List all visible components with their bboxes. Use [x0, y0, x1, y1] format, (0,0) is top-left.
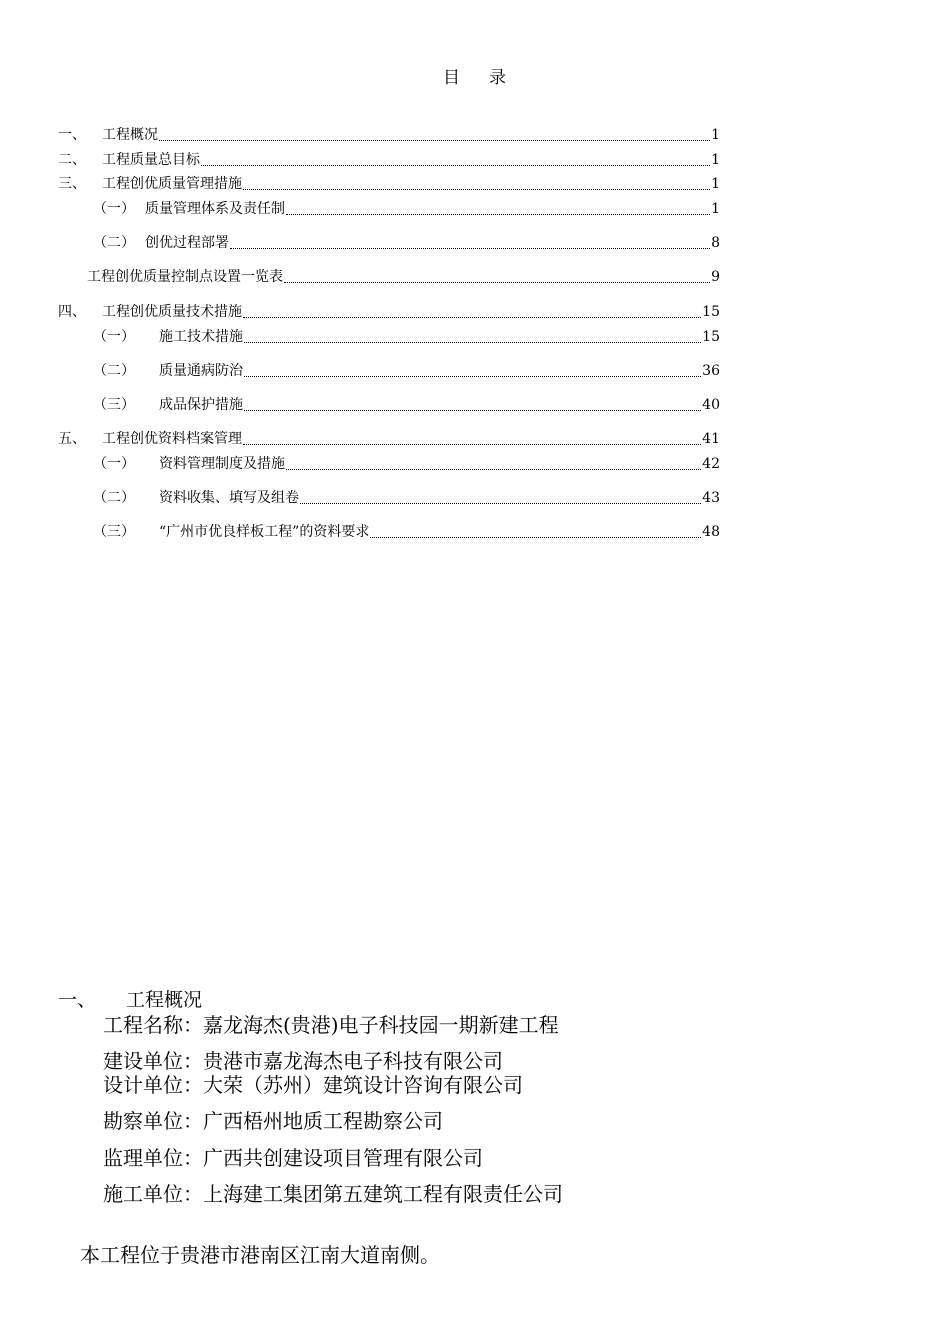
toc-leader-dots [244, 396, 701, 411]
construction-unit-line: 施工单位：上海建工集团第五建筑工程有限责任公司 [103, 1182, 563, 1206]
toc-entry-title: 工程创优资料档案管理 [102, 431, 242, 447]
toc-entry-title: 质量通病防治 [159, 363, 243, 379]
toc-entry-title: “广州市优良样板工程”的资料要求 [159, 524, 370, 540]
toc-entry-page: 1 [711, 127, 720, 143]
toc-leader-dots [243, 303, 701, 318]
section-heading-number: 一、 [58, 989, 97, 1011]
toc-entry-page: 15 [702, 304, 720, 320]
toc-entry-page: 43 [702, 490, 720, 506]
toc-entry-title: 成品保护措施 [159, 397, 243, 413]
toc-entry[interactable] [58, 126, 720, 144]
survey-unit-line: 勘察单位：广西梧州地质工程勘察公司 [103, 1109, 443, 1133]
toc-entry-number: （一） [93, 329, 135, 345]
toc-entry[interactable] [93, 200, 720, 218]
toc-entry[interactable] [93, 396, 720, 414]
toc-leader-dots [300, 489, 701, 504]
toc-entry-number: （一） [93, 201, 135, 217]
toc-entry-number: 五、 [58, 431, 86, 447]
toc-entry-title: 创优过程部署 [145, 235, 229, 251]
toc-entry-number: （一） [93, 456, 135, 472]
toc-title-char-2: 录 [489, 68, 507, 88]
toc-entry-number: （三） [93, 397, 135, 413]
toc-entry[interactable] [58, 175, 720, 193]
toc-entry-page: 1 [711, 152, 720, 168]
toc-entry[interactable] [58, 303, 720, 321]
toc-leader-dots [201, 151, 710, 166]
toc-entry-title: 工程创优质量控制点设置一览表 [87, 269, 283, 285]
toc-leader-dots [159, 126, 710, 141]
toc-entry-title: 工程概况 [102, 127, 158, 143]
toc-entry-number: 四、 [58, 304, 86, 320]
toc-title-char-1: 目 [443, 68, 461, 88]
toc-entry-page: 9 [711, 269, 720, 285]
toc-entry[interactable] [93, 489, 720, 507]
toc-entry[interactable] [93, 362, 720, 380]
toc-entry-page: 15 [702, 329, 720, 345]
toc-entry-title: 工程质量总目标 [102, 152, 200, 168]
toc-entry-page: 40 [702, 397, 720, 413]
toc-entry-page: 1 [711, 201, 720, 217]
toc-entry-title: 施工技术措施 [159, 329, 243, 345]
toc-entry[interactable] [93, 234, 720, 252]
toc-leader-dots [370, 523, 701, 538]
toc-leader-dots [243, 175, 710, 190]
toc-leader-dots [243, 430, 701, 445]
toc-entry[interactable] [58, 151, 720, 169]
toc-entry[interactable] [58, 430, 720, 448]
toc-entry[interactable] [93, 523, 720, 541]
design-unit-line: 设计单位：大荣（苏州）建筑设计咨询有限公司 [103, 1073, 523, 1097]
toc-entry-title: 资料管理制度及措施 [159, 456, 285, 472]
owner-unit-line: 建设单位：贵港市嘉龙海杰电子科技有限公司 [103, 1049, 503, 1073]
toc-entry-number: 一、 [58, 127, 86, 143]
toc-entry-number: （二） [93, 490, 135, 506]
toc-entry-number: （二） [93, 363, 135, 379]
toc-entry-number: （三） [93, 524, 135, 540]
toc-entry-page: 36 [702, 363, 720, 379]
toc-leader-dots [286, 200, 710, 215]
toc-entry-title: 资料收集、填写及组卷 [159, 490, 299, 506]
toc-entry-title: 质量管理体系及责任制 [145, 201, 285, 217]
toc-entry-page: 42 [702, 456, 720, 472]
section-heading [58, 988, 202, 1012]
toc-entry[interactable] [93, 455, 720, 473]
project-name-line: 工程名称：嘉龙海杰(贵港)电子科技园一期新建工程 [103, 1013, 559, 1037]
section-heading-title: 工程概况 [126, 989, 203, 1011]
toc-entry-page: 1 [711, 176, 720, 192]
toc-entry-title: 工程创优质量技术措施 [102, 304, 242, 320]
toc-title [0, 63, 950, 88]
toc-entry-page: 48 [702, 524, 720, 540]
toc-entry-number: （二） [93, 235, 135, 251]
toc-entry-number: 三、 [58, 176, 86, 192]
toc-entry-page: 41 [702, 431, 720, 447]
toc-entry-page: 8 [711, 235, 720, 251]
toc-entry[interactable] [87, 268, 720, 286]
toc-leader-dots [230, 234, 710, 249]
toc-entry-title: 工程创优质量管理措施 [102, 176, 242, 192]
location-paragraph: 本工程位于贵港市港南区江南大道南侧。 [80, 1243, 440, 1267]
toc-entry[interactable] [93, 328, 720, 346]
toc-leader-dots [284, 268, 710, 283]
toc-leader-dots [244, 328, 701, 343]
toc-entry-number: 二、 [58, 152, 86, 168]
toc-leader-dots [286, 455, 701, 470]
toc-leader-dots [244, 362, 701, 377]
supervision-unit-line: 监理单位：广西共创建设项目管理有限公司 [103, 1146, 483, 1170]
